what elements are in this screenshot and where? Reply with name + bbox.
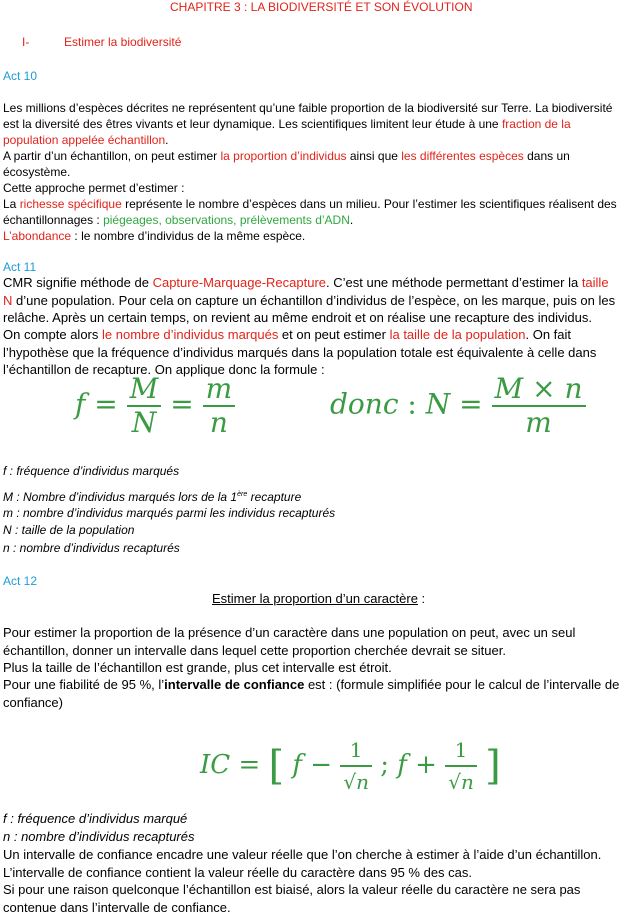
chapter-title: CHAPITRE 3 : LA BIODIVERSITÉ ET SON ÉVOLUTION: [170, 0, 473, 14]
act12-paragraph-3: Pour une fiabilité de 95 %, l’intervalle de confiance est : (formule simplifiée pour le calcul de l’intervalle de confiance): [3, 677, 620, 710]
act10-paragraph-3: Cette approche permet d’estimer :: [3, 181, 185, 195]
def-N: N : taille de la population: [3, 523, 135, 537]
def-M: M : Nombre d’individus marqués lors de la 1ère recapture: [3, 490, 302, 504]
act12-heading: Estimer la proportion d’un caractère :: [212, 591, 426, 606]
section-number: I-: [22, 35, 30, 49]
act10-paragraph-4: La richesse spécifique représente le nombre d’espèces dans un milieu. Pour l’estimer les scientifiques réalisent des échantillonnages : piégeages, observations, prélèvements d’ADN.: [3, 197, 617, 227]
act12-def-f: f : fréquence d’individus marqué: [3, 811, 188, 826]
def-n: n : nombre d’individus recapturés: [3, 541, 180, 555]
act12-paragraph-2: Plus la taille de l’échantillon est grande, plus cet intervalle est étroit.: [3, 660, 392, 675]
act10-paragraph-5: L’abondance : le nombre d’individus de la même espèce.: [3, 229, 306, 243]
act12-label: Act 12: [3, 574, 38, 588]
act11-paragraph-2: On compte alors le nombre d’individus marqués et on peut estimer la taille de la population. On fait l’hypothèse que la fréquence d’individus marqués dans la population totale est équivalente à celle dans l’échantillon de recapture. On applique donc la formule :: [3, 327, 597, 377]
cmr-population-formula: donc : N = $\frac{M \times n}{m}$: [330, 373, 586, 439]
act11-paragraph-1: CMR signifie méthode de Capture-Marquage-Recapture. C’est une méthode permettant d’estimer la taille N d’une population. Pour cela on capture un échantillon d’individus de l’espèce, on les marque, puis on les relâche. Après un certain temps, on revient au même endroit et on réalise une recapture des individus.: [3, 275, 616, 325]
def-f: f : fréquence d’individus marqués: [3, 464, 180, 478]
act12-paragraph-4: Un intervalle de confiance encadre une valeur réelle que l’on cherche à estimer à l’aide d’un échantillon.: [3, 847, 602, 862]
act12-def-n: n : nombre d’individus recapturés: [3, 829, 195, 844]
act12-paragraph-1: Pour estimer la proportion de la présence d’un caractère dans une population on peut, avec un seul échantillon, donner un intervalle dans lequel cette proportion cherchée devrait se situer.: [3, 625, 576, 658]
act12-paragraph-6: Si pour une raison quelconque l’échantillon est biaisé, alors la valeur réelle du caractère ne sera pas contenue dans l’intervalle de confiance.: [3, 882, 581, 915]
act11-label: Act 11: [3, 260, 37, 274]
act10-label: Act 10: [3, 69, 38, 83]
act10-paragraph-2: A partir d’un échantillon, on peut estimer la proportion d’individus ainsi que les différentes espèces dans un écosystème.: [3, 149, 570, 179]
act12-paragraph-5: L’intervalle de confiance contient la valeur réelle du caractère dans 95 % des cas.: [3, 865, 473, 880]
def-m: m : nombre d’individus marqués parmi les individus recapturés: [3, 506, 336, 520]
confidence-interval-formula: IC = [ f − $\frac{1}{√n}$ ; f + $\frac{1}{√n}$ ]: [200, 735, 501, 797]
section-title: Estimer la biodiversité: [64, 35, 182, 49]
cmr-frequency-formula: f = $\frac{M}{N}$ = $\frac{m}{n}$: [75, 373, 235, 439]
act10-paragraph-1: Les millions d’espèces décrites ne représentent qu’une faible proportion de la biodiversité sur Terre. La biodiversité est la diversité des êtres vivants et leur dynamique. Les scientifiques limitent leur étude à une fraction de la population appelée échantillon.: [3, 101, 613, 147]
